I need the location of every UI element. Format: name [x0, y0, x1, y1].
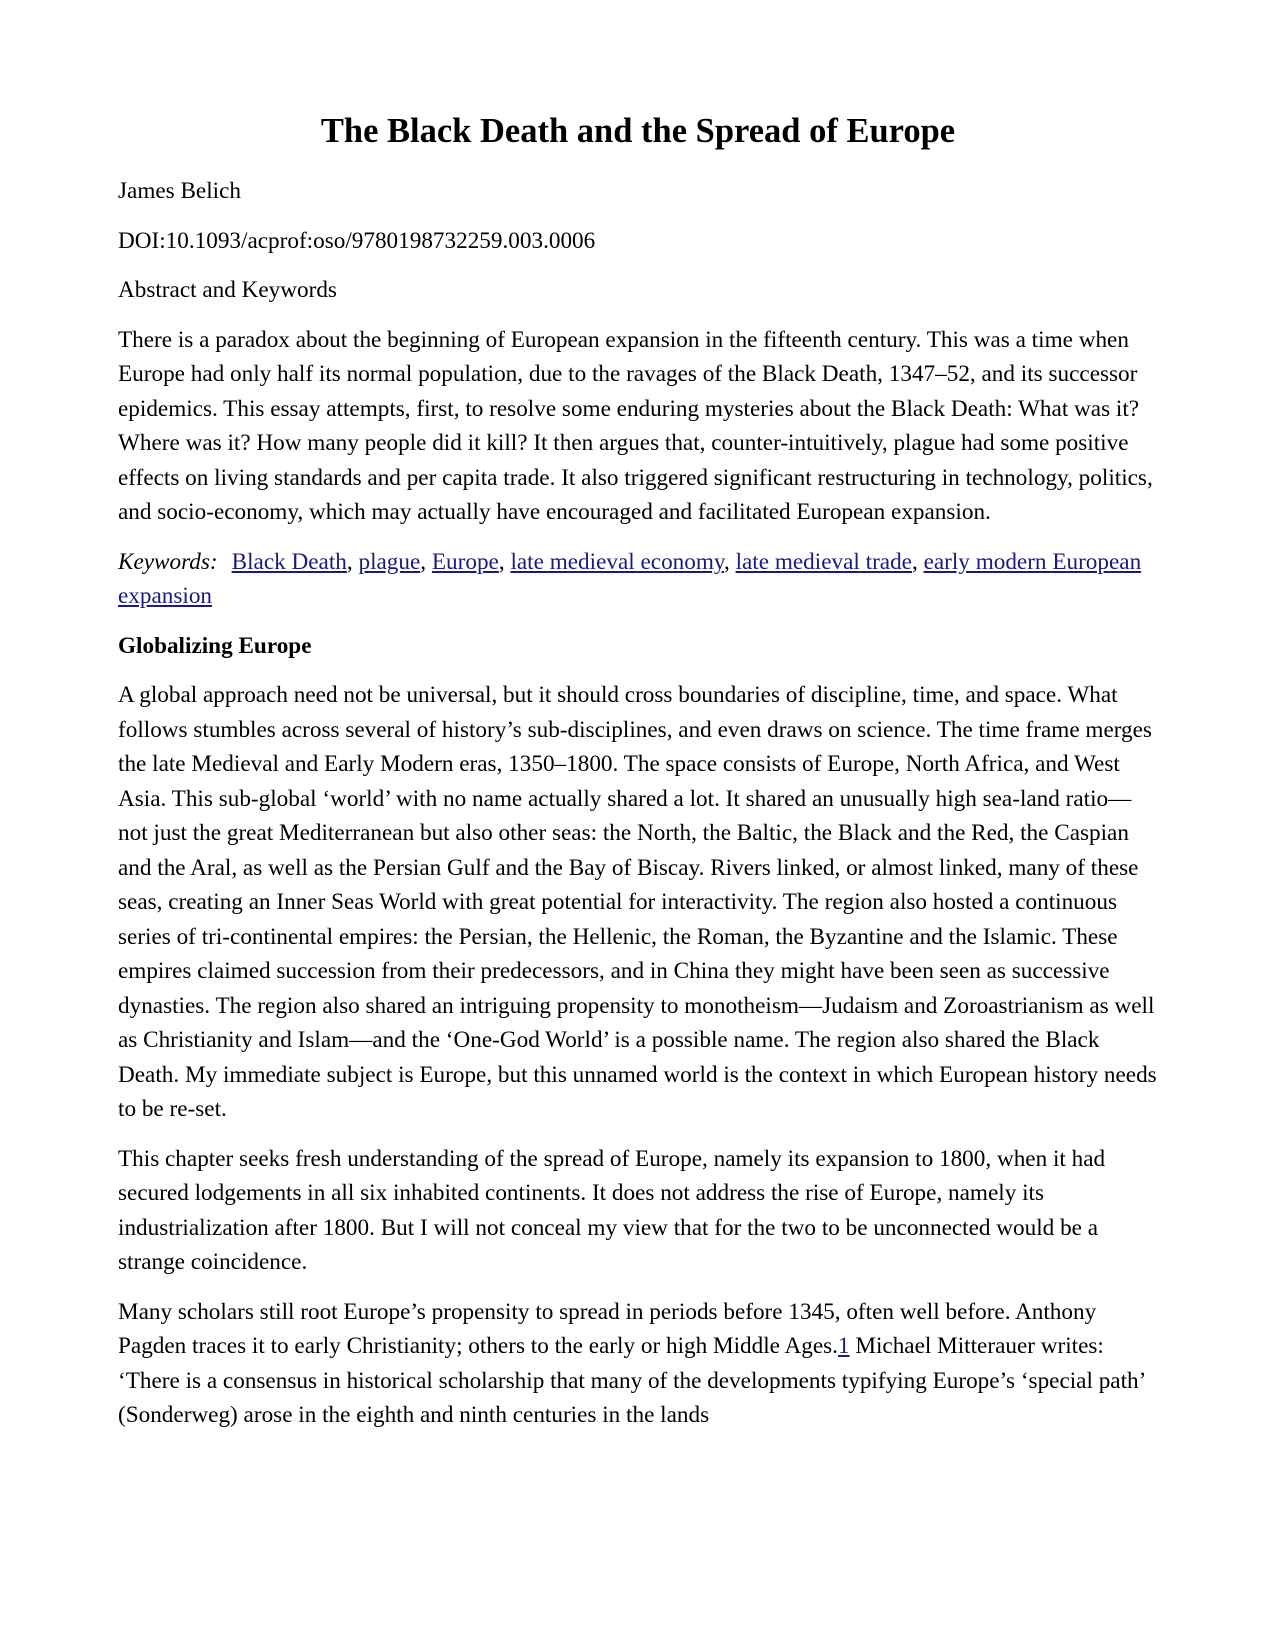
keyword-link[interactable]: Black Death — [231, 548, 347, 575]
paragraph-text: Michael Mitterauer writes: ‘There is a consensus in historical scholarship that many of the developments typifying Europe’s ‘special path’ (Sonderweg) arose in the eighth and ninth centuries in the lands — [118, 1333, 1145, 1429]
keyword-link[interactable]: late medieval trade — [735, 548, 912, 575]
body-paragraph — [118, 1295, 1158, 1433]
keywords-line — [118, 545, 1158, 614]
author-name: James Belich — [118, 178, 241, 205]
keyword-link[interactable]: plague — [358, 548, 421, 575]
keyword-separator: , — [498, 548, 511, 575]
keyword-separator: , — [420, 548, 432, 575]
document-content — [118, 111, 1158, 1433]
keyword-link[interactable]: early modern European expansion — [118, 548, 1142, 610]
keyword-separator: , — [346, 548, 359, 575]
keyword-separator: , — [911, 548, 924, 575]
keyword-separator: , — [723, 548, 736, 575]
section-heading: Globalizing Europe — [118, 632, 312, 659]
body-paragraph: A global approach need not be universal, but it should cross boundaries of discipline, time, and space. What follows stumbles across several of history’s sub-disciplines, and even draws on science. The time frame merges the late Medieval and Early Modern eras, 1350–1800. The space consists of Europe, North Africa, and West Asia. This sub-global ‘world’ with no name actually shared a lot. It shared an unusually high sea-land ratio—not just the great Mediterranean but also other seas: the North, the Baltic, the Black and the Red, the Caspian and the Aral, as well as the Persian Gulf and the Bay of Biscay. Rivers linked, or almost linked, many of these seas, creating an Inner Seas World with great potential for interactivity. The region also hosted a continuous series of tri-continental empires: the Persian, the Hellenic, the Roman, the Byzantine and the Islamic. These empires claimed succession from their predecessors, and in China they might have been seen as successive dynasties. The region also shared an intriguing propensity to monotheism—Judaism and Zoroastrianism as well as Christianity and Islam—and the ‘One-God World’ is a possible name. The region also shared the Black Death. My immediate subject is Europe, but this unnamed world is the context in which European history needs to be re-set. — [118, 682, 1157, 1123]
abstract-heading: Abstract and Keywords — [118, 277, 337, 304]
keyword-link[interactable]: Europe — [431, 548, 499, 575]
body-paragraph: This chapter seeks fresh understanding of the spread of Europe, namely its expansion to 1800, when it had secured lodgements in all six inhabited continents. It does not address the rise of Europe, namely its industrialization after 1800. But I will not conceal my view that for the two to be unconnected would be a strange coincidence. — [118, 1145, 1106, 1276]
abstract-text: There is a paradox about the beginning of European expansion in the fifteenth century. This was a time when Europe had only half its normal population, due to the ravages of the Black Death, 1347–52, and its successor epidemics. This essay attempts, first, to resolve some enduring mysteries about the Black Death: What was it? Where was it? How many people did it kill? It then argues that, counter-intuitively, plague had some positive effects on living standards and per capita trade. It also triggered significant restructuring in technology, politics, and socio-economy, which may actually have encouraged and facilitated European expansion. — [118, 326, 1153, 526]
paragraph-text: Many scholars still root Europe’s propensity to spread in periods before 1345, often well before. Anthony Pagden traces it to early Christianity; others to the early or high Middle Ages. — [118, 1298, 1097, 1360]
keywords-label: Keywords: — [118, 548, 218, 575]
keyword-link[interactable]: late medieval economy — [510, 548, 724, 575]
footnote-link[interactable]: 1 — [837, 1333, 850, 1360]
doi-line: DOI:10.1093/acprof:oso/9780198732259.003.0006 — [118, 227, 596, 254]
document-title: The Black Death and the Spread of Europe — [320, 112, 956, 150]
